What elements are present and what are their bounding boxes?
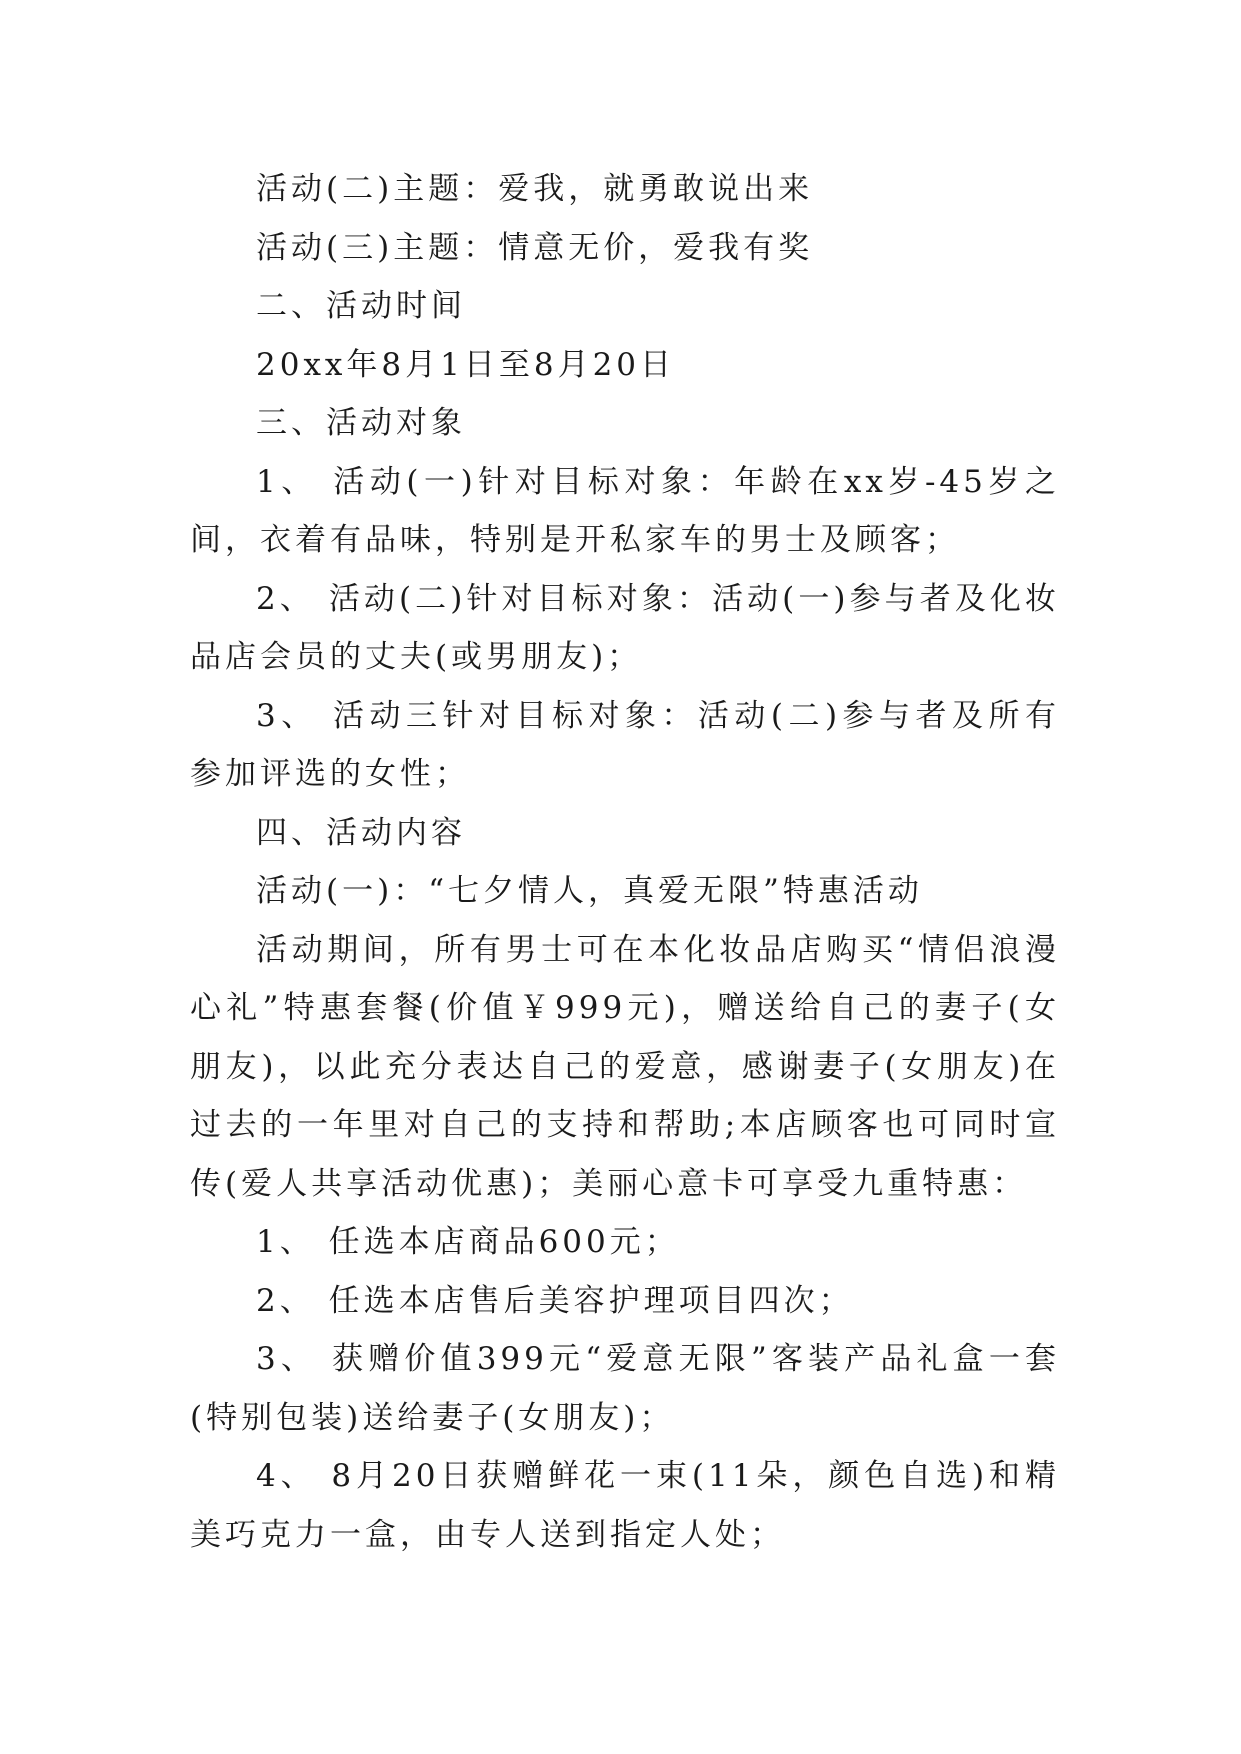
document-body: [190, 160, 1060, 1564]
paragraph-activity-1-title: 活动(一)：“七夕情人，真爱无限”特惠活动: [256, 873, 923, 909]
paragraph-activity-1-description: 活动期间，所有男士可在本化妆品店购买“情侣浪漫心礼”特惠套餐(价值￥999元)，赠送给自己的妻子(女朋友)，以此充分表达自己的爱意，感谢妻子(女朋友)在过去的一年里对自己的支持和帮助;本店顾客也可同时宣传(爱人共享活动优惠)；美丽心意卡可享受九重特惠：: [190, 931, 1060, 1202]
heading-activity-target: 三、活动对象: [256, 405, 466, 441]
paragraph-target-2: 2、 活动(二)针对目标对象：活动(一)参与者及化妆品店会员的丈夫(或男朋友)；: [190, 580, 1060, 675]
paragraph-activity-2-theme: 活动(二)主题：爱我，就勇敢说出来: [256, 171, 814, 207]
list-item-benefit-4: 4、 8月20日获赠鲜花一束(11朵，颜色自选)和精美巧克力一盒，由专人送到指定人处；: [190, 1458, 1060, 1553]
heading-activity-content: 四、活动内容: [256, 814, 466, 851]
paragraph-target-1: 1、 活动(一)针对目标对象：年龄在xx岁-45岁之间，衣着有品味，特别是开私家车的男士及顾客；: [190, 463, 1060, 558]
list-item-benefit-3: 3、 获赠价值399元“爱意无限”客装产品礼盒一套(特别包装)送给妻子(女朋友)；: [190, 1341, 1060, 1436]
list-item-benefit-1: 1、 任选本店商品600元；: [256, 1224, 680, 1260]
heading-activity-time: 二、活动时间: [256, 288, 466, 324]
paragraph-activity-3-theme: 活动(三)主题：情意无价，爱我有奖: [256, 229, 814, 266]
list-item-benefit-2: 2、 任选本店售后美容护理项目四次；: [256, 1282, 854, 1319]
paragraph-date-range: 20xx年8月1日至8月20日: [256, 346, 676, 383]
paragraph-target-3: 3、 活动三针对目标对象：活动(二)参与者及所有参加评选的女性；: [190, 697, 1060, 792]
